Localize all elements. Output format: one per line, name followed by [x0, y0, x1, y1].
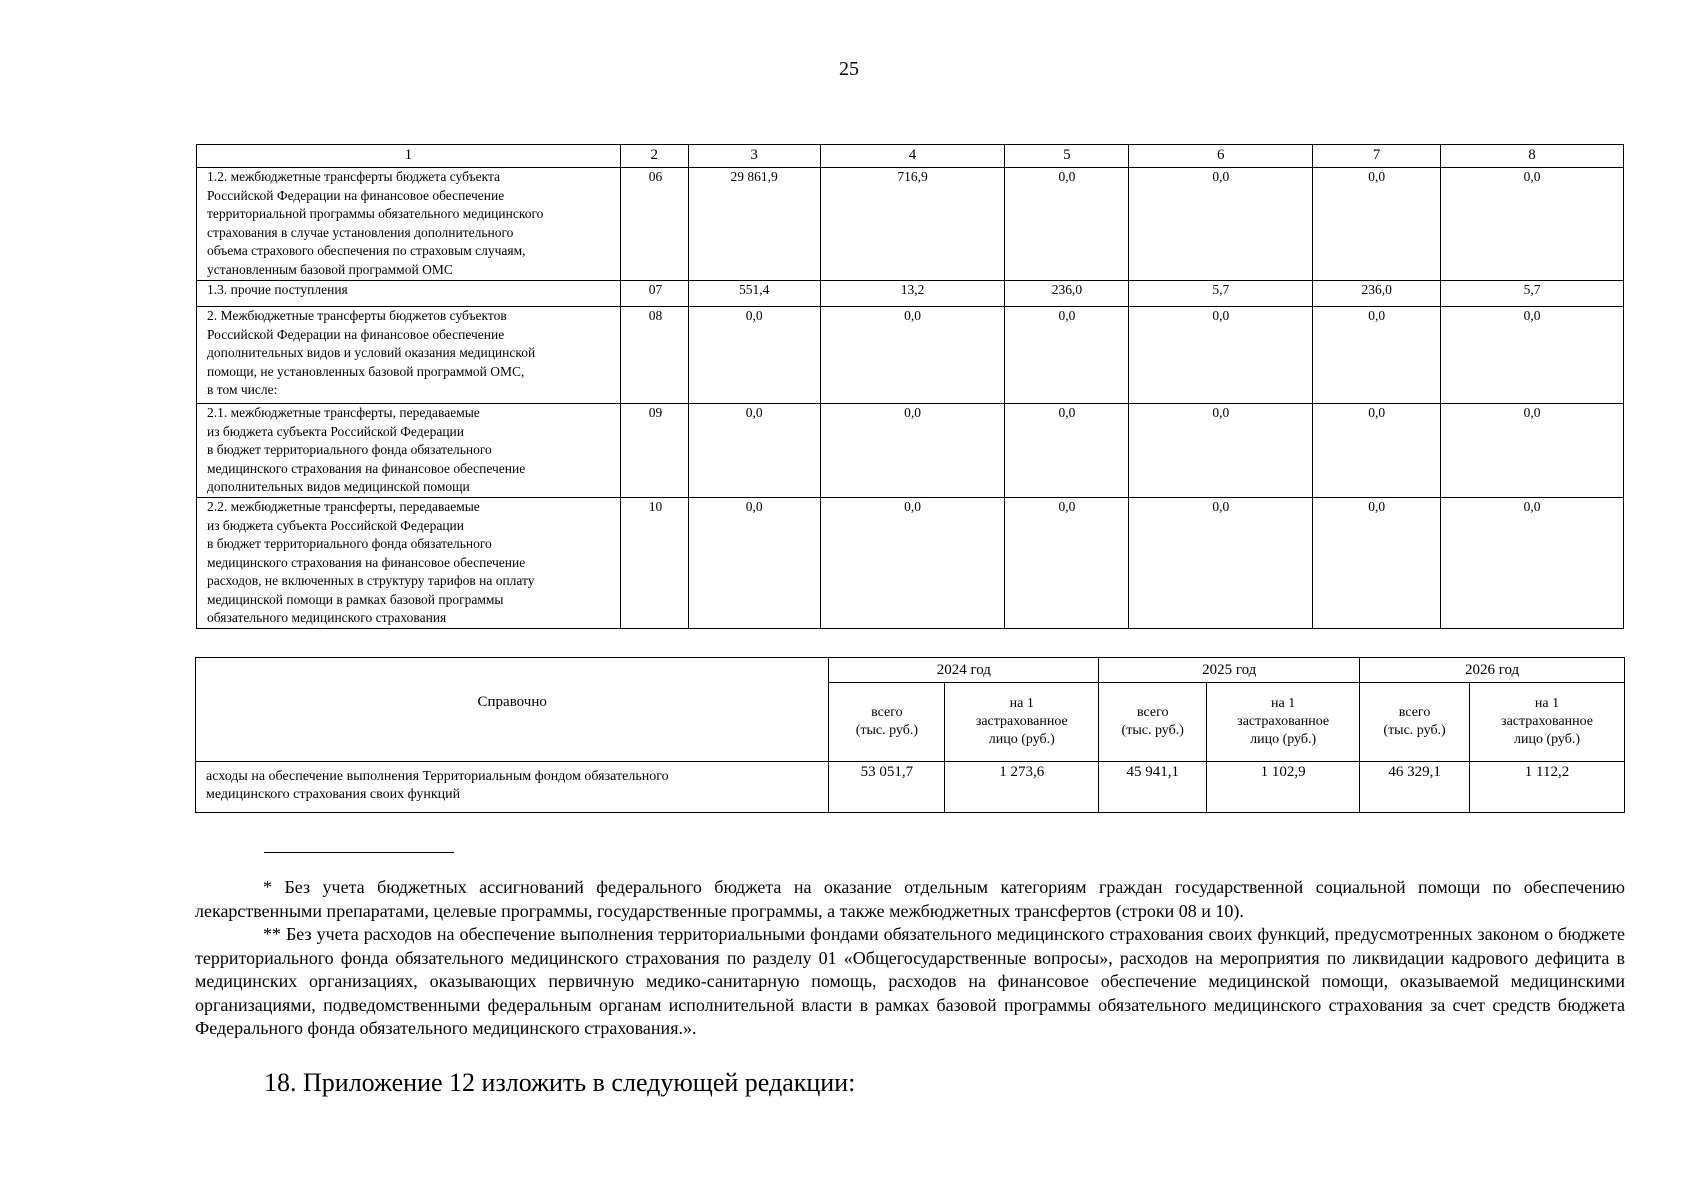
- total-subheader: всего (тыс. руб.): [1360, 683, 1470, 762]
- column-number: 1: [197, 145, 621, 168]
- row-description: асходы на обеспечение выполнения Территориальным фондом обязательного медицинского страхования своих функций: [196, 762, 829, 813]
- value-cell: 0,0: [1313, 168, 1441, 281]
- table-header-row: [197, 145, 1624, 168]
- column-number: 3: [688, 145, 820, 168]
- year-header: 2026 год: [1360, 658, 1625, 683]
- value-cell: 0,0: [1129, 498, 1313, 629]
- per-person-subheader: на 1 застрахованное лицо (руб.): [945, 683, 1099, 762]
- value-cell: 0,0: [1005, 404, 1129, 498]
- value-cell: 0,0: [1005, 307, 1129, 404]
- row-code: 06: [620, 168, 688, 281]
- value-cell: 0,0: [1129, 168, 1313, 281]
- value-cell: 46 329,1: [1360, 762, 1470, 813]
- footnote-2: ** Без учета расходов на обеспечение выполнения территориальными фондами обязательного медицинского страхования своих функций, предусмотренных законом о бюджете территориального фонда обязательного медицинского страхования по разделу 01 «Общегосударственные вопросы», расходов на мероприятия по ликвидации кадрового дефицита в медицинских организациях, оказывающих первичную медико-санитарную помощь, расходов на финансовое обеспечение медицинской помощи, оказываемой медицинскими организациями, подведомственными федеральным органам исполнительной власти в рамках базовой программы обязательного медицинского страхования за счет средств бюджета Федерального фонда обязательного медицинского страхования.».: [195, 924, 1625, 1038]
- row-description: 2. Межбюджетные трансферты бюджетов субъектов Российской Федерации на финансовое обеспечение дополнительных видов и условий оказания медицинской помощи, не установленных базовой программой ОМС, в том числе:: [197, 307, 621, 404]
- value-cell: 0,0: [1441, 498, 1624, 629]
- value-cell: 0,0: [1313, 404, 1441, 498]
- year-header: 2025 год: [1099, 658, 1360, 683]
- value-cell: 0,0: [1441, 307, 1624, 404]
- reference-label: Справочно: [196, 658, 829, 762]
- value-cell: 0,0: [688, 498, 820, 629]
- table-row: [197, 281, 1624, 307]
- column-number: 8: [1441, 145, 1624, 168]
- year-header-row: [196, 658, 1625, 683]
- reference-table: [195, 657, 1625, 813]
- value-cell: 13,2: [820, 281, 1005, 307]
- value-cell: 5,7: [1441, 281, 1624, 307]
- value-cell: 0,0: [1313, 498, 1441, 629]
- row-description: 2.1. межбюджетные трансферты, передаваемые из бюджета субъекта Российской Федерации в бюджет территориального фонда обязательного медицинского страхования на финансовое обеспечение дополнительных видов медицинской помощи: [197, 404, 621, 498]
- value-cell: 0,0: [820, 498, 1005, 629]
- value-cell: 1 273,6: [945, 762, 1099, 813]
- value-cell: 29 861,9: [688, 168, 820, 281]
- section-heading: 18. Приложение 12 изложить в следующей редакции:: [264, 1068, 856, 1097]
- value-cell: 0,0: [1441, 404, 1624, 498]
- value-cell: 716,9: [820, 168, 1005, 281]
- value-cell: 0,0: [820, 307, 1005, 404]
- column-number: 4: [820, 145, 1005, 168]
- row-description: 1.3. прочие поступления: [197, 281, 621, 307]
- column-number: 2: [620, 145, 688, 168]
- table-row: [196, 762, 1625, 813]
- value-cell: 0,0: [1129, 307, 1313, 404]
- value-cell: 1 112,2: [1470, 762, 1625, 813]
- value-cell: 551,4: [688, 281, 820, 307]
- per-person-subheader: на 1 застрахованное лицо (руб.): [1207, 683, 1360, 762]
- value-cell: 0,0: [1005, 168, 1129, 281]
- value-cell: 0,0: [1441, 168, 1624, 281]
- table-row: [197, 404, 1624, 498]
- row-code: 08: [620, 307, 688, 404]
- value-cell: 0,0: [1129, 404, 1313, 498]
- value-cell: 0,0: [688, 307, 820, 404]
- row-code: 09: [620, 404, 688, 498]
- total-subheader: всего (тыс. руб.): [1099, 683, 1207, 762]
- value-cell: 5,7: [1129, 281, 1313, 307]
- value-cell: 0,0: [820, 404, 1005, 498]
- column-number: 7: [1313, 145, 1441, 168]
- column-number: 5: [1005, 145, 1129, 168]
- row-code: 07: [620, 281, 688, 307]
- row-description: 2.2. межбюджетные трансферты, передаваемые из бюджета субъекта Российской Федерации в бюджет территориального фонда обязательного медицинского страхования на финансовое обеспечение расходов, не включенных в структуру тарифов на оплату медицинской помощи в рамках базовой программы обязательного медицинского страхования: [197, 498, 621, 629]
- column-number: 6: [1129, 145, 1313, 168]
- value-cell: 236,0: [1005, 281, 1129, 307]
- value-cell: 53 051,7: [829, 762, 945, 813]
- value-cell: 45 941,1: [1099, 762, 1207, 813]
- year-header: 2024 год: [829, 658, 1099, 683]
- total-subheader: всего (тыс. руб.): [829, 683, 945, 762]
- page-number: 25: [839, 58, 859, 80]
- budget-table: [196, 144, 1624, 629]
- value-cell: 0,0: [1313, 307, 1441, 404]
- table-row: [197, 307, 1624, 404]
- value-cell: 1 102,9: [1207, 762, 1360, 813]
- table-row: [197, 168, 1624, 281]
- value-cell: 236,0: [1313, 281, 1441, 307]
- footnote-divider: [264, 852, 454, 853]
- footnote-1: * Без учета бюджетных ассигнований федерального бюджета на оказание отдельным категориям граждан государственной социальной помощи по обеспечению лекарственными препаратами, целевые программы, государственные программы, а также межбюджетных трансфертов (строки 08 и 10).: [195, 877, 1625, 921]
- value-cell: 0,0: [1005, 498, 1129, 629]
- row-code: 10: [620, 498, 688, 629]
- table-row: [197, 498, 1624, 629]
- per-person-subheader: на 1 застрахованное лицо (руб.): [1470, 683, 1625, 762]
- value-cell: 0,0: [688, 404, 820, 498]
- row-description: 1.2. межбюджетные трансферты бюджета субъекта Российской Федерации на финансовое обеспечение территориальной программы обязательного медицинского страхования в случае установления дополнительного объема страхового обеспечения по страховым случаям, установленным базовой программой ОМС: [197, 168, 621, 281]
